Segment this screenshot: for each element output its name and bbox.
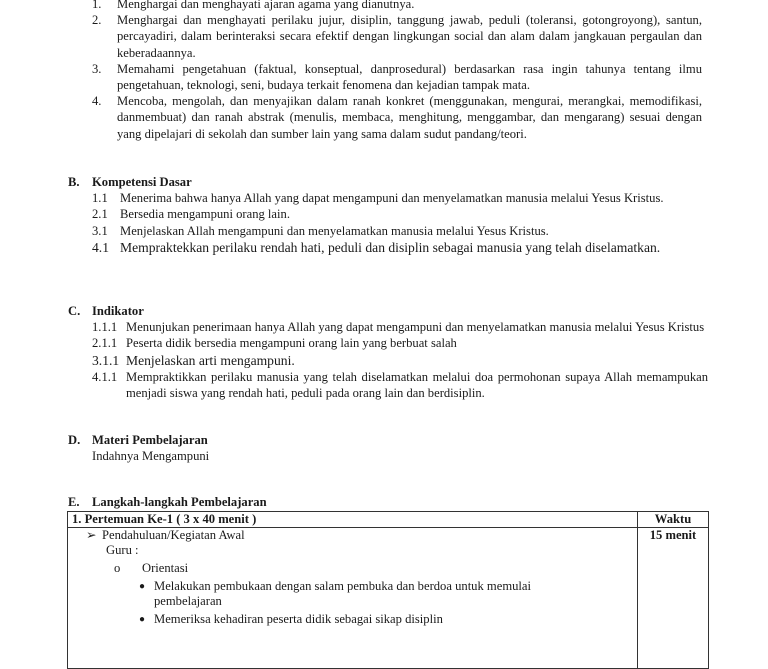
bullet-text: Memeriksa kehadiran peserta didik sebagai sikap disiplin <box>154 612 443 626</box>
activity-time: 15 menit <box>638 528 709 669</box>
list-item <box>92 369 708 401</box>
list-item <box>92 352 708 369</box>
item-text: Menunjukan penerimaan hanya Allah yang dapat mengampuni dan menyelamatkan manusia melalui Yesus Kristus <box>126 320 705 335</box>
learning-steps-table <box>67 511 709 669</box>
item-number: 1.1 <box>92 191 108 206</box>
item-number: 4.1.1 <box>92 369 118 384</box>
table-header-row <box>68 512 709 528</box>
bullet-icon: ● <box>139 614 146 625</box>
bullet-icon: ● <box>139 581 146 592</box>
list-item <box>92 223 708 239</box>
arrow-bullet-icon: ➢ <box>86 528 97 542</box>
list-item <box>92 61 702 93</box>
section-heading <box>68 432 708 448</box>
section-indikator <box>68 303 708 401</box>
list-item <box>92 0 702 12</box>
section-letter: B. <box>68 175 80 189</box>
section-materi <box>68 432 708 464</box>
item-text: Mencoba, mengolah, dan menyajikan dalam ranah konkret (menggunakan, mengurai, merangkai, memodifikasi, danmembuat) dan ranah abstrak (menulis, membaca, menghitung, menggambar, dan mengarang) sesuai dengan yang dipelajari di sekolah dan sumber lain yang sama dalam sudut pandang/teori. <box>117 94 702 141</box>
item-number: 3.1 <box>92 223 108 238</box>
item-number: 4.1 <box>92 239 109 255</box>
item-number: 4. <box>92 94 102 109</box>
item-number: 3.1.1 <box>92 352 120 368</box>
item-text: Mempraktekkan perilaku rendah hati, peduli dan disiplin sebagai manusia yang telah diselamatkan. <box>120 239 661 255</box>
section-title: Materi Pembelajaran <box>92 433 208 447</box>
item-text: Mempraktikkan perilaku manusia yang telah diselamatkan melalui doa permohonan supaya Allah memampukan menjadi siswa yang rendah hati, peduli pada orang lain dan berdisiplin. <box>126 369 708 400</box>
item-text: Menghargai dan menghayati perilaku jujur, disiplin, tanggung jawab, peduli (toleransi, gotongroyong), santun, percayadiri, dalam berinteraksi secara efektif dengan lingkungan social dan alam dalam jangkauan pergaulan dan keberadaannya. <box>117 13 702 60</box>
list-item <box>92 335 708 351</box>
table-header-time: Waktu <box>638 512 709 528</box>
activity-line <box>72 528 633 543</box>
sub-heading <box>72 561 633 576</box>
item-number: 2.1.1 <box>92 336 118 351</box>
bullet-text: Melakukan pembukaan dengan salam pembuka dan berdoa untuk memulai pembelajaran <box>154 579 531 608</box>
section-heading <box>68 303 708 319</box>
section-heading <box>68 174 708 190</box>
item-text: Peserta didik bersedia mengampuni orang lain yang berbuat salah <box>126 336 457 351</box>
circle-bullet-icon: o <box>114 561 121 575</box>
section-body: Indahnya Mengampuni <box>92 449 210 464</box>
list-item <box>92 93 702 142</box>
item-number: 2.1 <box>92 207 108 222</box>
item-text: Bersedia mengampuni orang lain. <box>120 207 290 222</box>
actor-label: Guru : <box>106 543 139 557</box>
section-letter: C. <box>68 304 81 318</box>
item-number: 3. <box>92 61 102 76</box>
sub-title: Orientasi <box>142 561 189 575</box>
list-item <box>92 190 708 206</box>
list-item <box>92 239 708 256</box>
list-item <box>92 319 708 335</box>
section-kompetensi-dasar <box>68 174 708 256</box>
item-text: Menjelaskan Allah mengampuni dan menyelamatkan manusia melalui Yesus Kristus. <box>120 223 549 238</box>
item-number: 2. <box>92 13 102 28</box>
list-item <box>136 612 594 627</box>
table-header-meeting: 1. Pertemuan Ke-1 ( 3 x 40 menit ) <box>68 512 638 528</box>
list-item <box>136 579 594 609</box>
activity-cell <box>68 528 638 669</box>
section-letter: D. <box>68 433 81 447</box>
section-title: Kompetensi Dasar <box>92 175 192 189</box>
section-title: Langkah-langkah Pembelajaran <box>92 495 267 509</box>
item-text: Menghargai dan menghayati ajaran agama yang dianutnya. <box>117 0 415 11</box>
item-text: Menjelaskan arti mengampuni. <box>126 352 295 368</box>
kompetensi-inti-list <box>92 0 702 142</box>
section-title: Indikator <box>92 304 144 318</box>
activity-title: Pendahuluan/Kegiatan Awal <box>102 528 245 542</box>
item-number: 1.1.1 <box>92 320 118 335</box>
item-text: Memahami pengetahuan (faktual, konseptual, danprosedural) berdasarkan rasa ingin tahunya tentang ilmu pengetahuan, teknologi, seni, budaya terkait fenomena dan kejadian tampak mata. <box>117 61 702 93</box>
section-langkah <box>68 494 708 510</box>
list-item <box>92 12 702 61</box>
section-heading <box>68 494 708 510</box>
item-text: Menerima bahwa hanya Allah yang dapat mengampuni dan menyelamatkan manusia melalui Yesus Kristus. <box>120 191 664 206</box>
table-row <box>68 528 709 669</box>
item-number: 1. <box>92 0 102 11</box>
section-letter: E. <box>68 495 80 509</box>
list-item <box>92 206 708 222</box>
